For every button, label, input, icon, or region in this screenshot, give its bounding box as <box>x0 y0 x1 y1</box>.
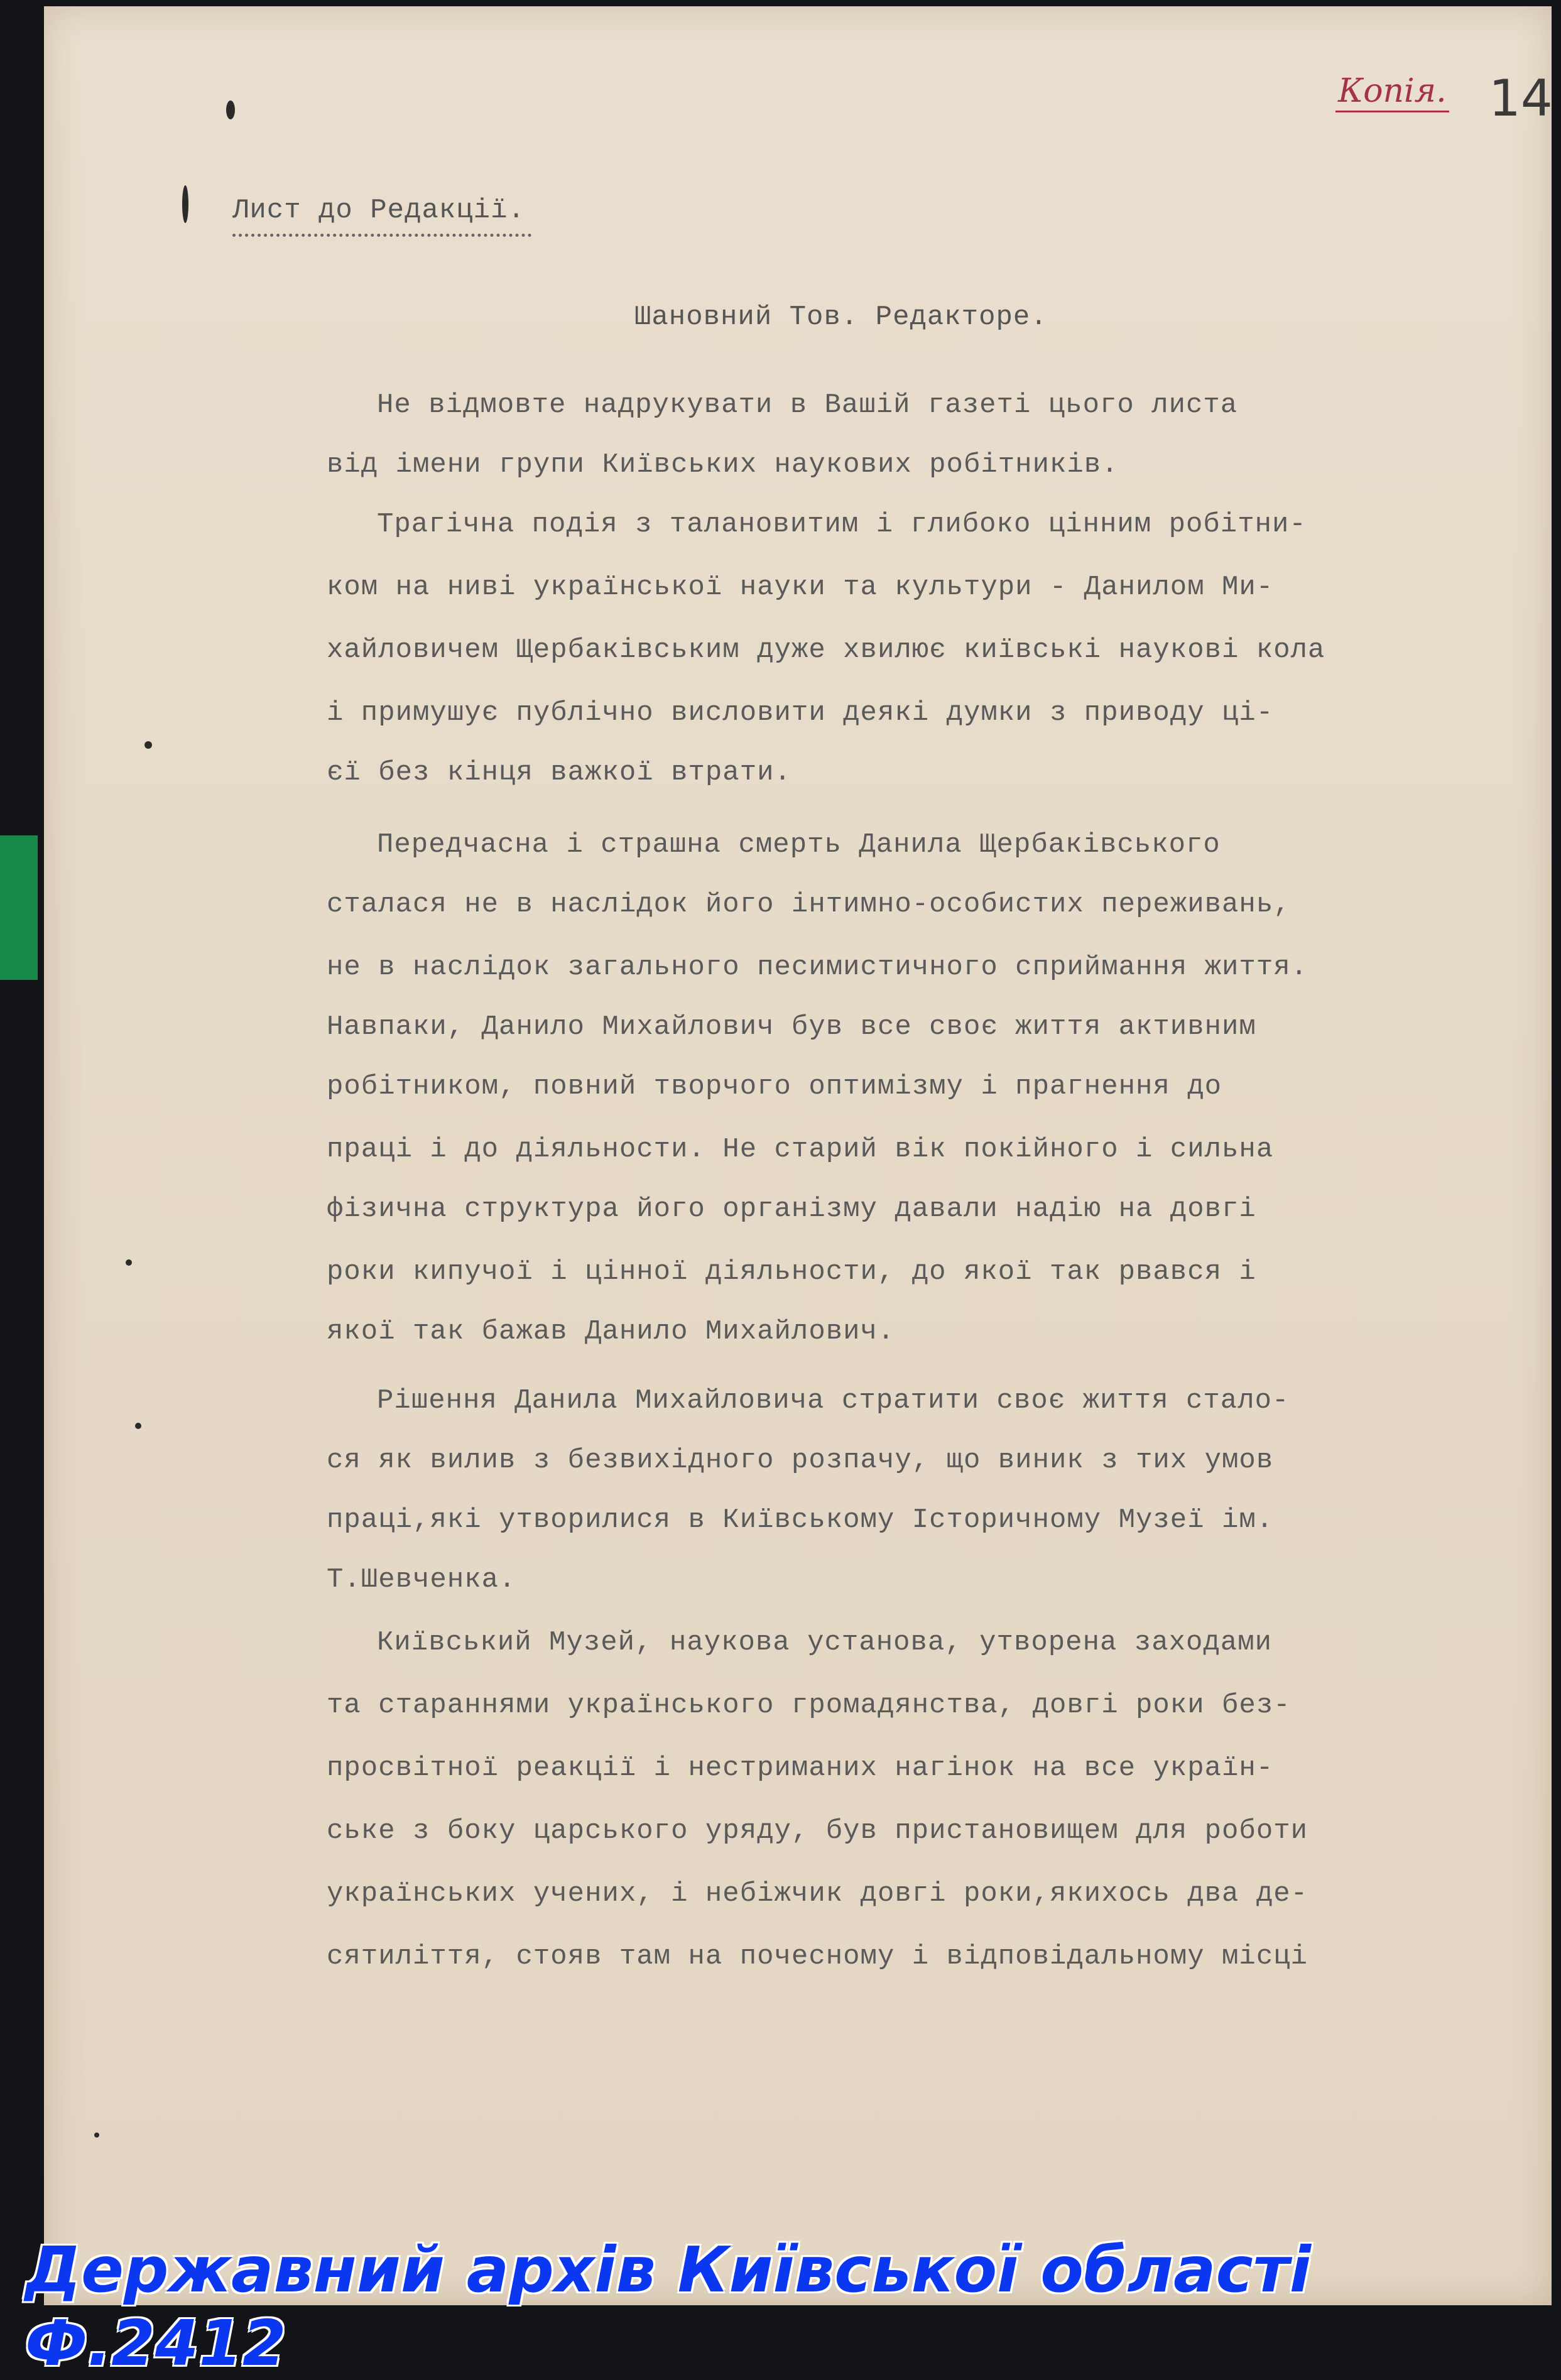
body-line: Трагічна подія з талановитим і глибоко цінним робітни- <box>377 509 1307 540</box>
paper-speck <box>226 101 235 119</box>
body-line: робітником, повний творчого оптимізму і прагнення до <box>327 1071 1222 1102</box>
letter-heading <box>232 195 525 226</box>
body-line: фізична структура його організму давали надію на довгі <box>327 1193 1256 1225</box>
body-line: хайловичем Щербаківським дуже хвилює київські наукові кола <box>327 634 1325 666</box>
body-line: Не відмовте надрукувати в Вашій газеті цього листа <box>377 389 1238 421</box>
body-line: Т.Шевченка. <box>327 1564 516 1595</box>
body-line: роки кипучої і цінної діяльности, до якої так рвався і <box>327 1256 1256 1288</box>
paper-speck <box>182 185 188 223</box>
body-line: праці і до діяльности. Не старий вік покійного і сильна <box>327 1134 1274 1165</box>
copy-stamp <box>1338 72 1447 110</box>
body-line: Київський Музей, наукова установа, утворена заходами <box>377 1627 1273 1658</box>
body-line: українських учених, і небіжчик довгі роки,якихось два де- <box>327 1878 1308 1910</box>
body-line: сталася не в наслідок його інтимно-особистих переживань, <box>327 889 1291 920</box>
paper-speck <box>135 1423 141 1429</box>
body-line: просвітної реакції і нестриманих нагінок на все україн- <box>327 1752 1274 1784</box>
body-line: праці,які утворилися в Київському Історичному Музеї ім. <box>327 1504 1274 1536</box>
body-line: Рішення Данила Михайловича стратити своє життя стало- <box>377 1385 1290 1416</box>
salutation: Шановний Тов. Редакторе. <box>634 302 1048 333</box>
body-line: та стараннями українського громадянства, довгі роки без- <box>327 1690 1291 1721</box>
backdrop-green-band <box>0 835 38 980</box>
paper-speck <box>144 741 152 749</box>
copy-stamp-text: Копія. <box>1338 72 1447 110</box>
heading-underline <box>232 234 531 237</box>
copy-stamp-underline <box>1335 111 1449 112</box>
body-line: ся як вилив з безвихідного розпачу, що виник з тих умов <box>327 1445 1274 1476</box>
body-line: єї без кінця важкої втрати. <box>327 757 791 788</box>
body-line: сятиліття, стояв там на почесному і відповідальному місці <box>327 1941 1308 1972</box>
body-line: Навпаки, Данило Михайлович був все своє життя активним <box>327 1011 1256 1043</box>
body-line: якої так бажав Данило Михайлович. <box>327 1316 895 1347</box>
body-line: Передчасна і страшна смерть Данила Щербаківського <box>377 829 1221 861</box>
document-page <box>44 6 1552 2305</box>
paper-speck <box>126 1259 132 1266</box>
letter-heading-text: Лист до Редакції. <box>232 195 525 226</box>
body-line: ське з боку царського уряду, був пристановищем для роботи <box>327 1815 1308 1847</box>
paper-speck <box>94 2133 99 2138</box>
body-line: ком на ниві української науки та культури - Данилом Ми- <box>327 572 1274 603</box>
archive-caption: Державний архів Київської області Ф.2412 <box>25 2233 1312 2380</box>
body-line: і примушує публічно висловити деякі думки з приводу ці- <box>327 697 1274 729</box>
body-line: від імени групи Київських наукових робітників. <box>327 449 1119 481</box>
page-number: 14 <box>1489 69 1553 128</box>
body-line: не в наслідок загального песимистичного сприймання життя. <box>327 952 1308 983</box>
